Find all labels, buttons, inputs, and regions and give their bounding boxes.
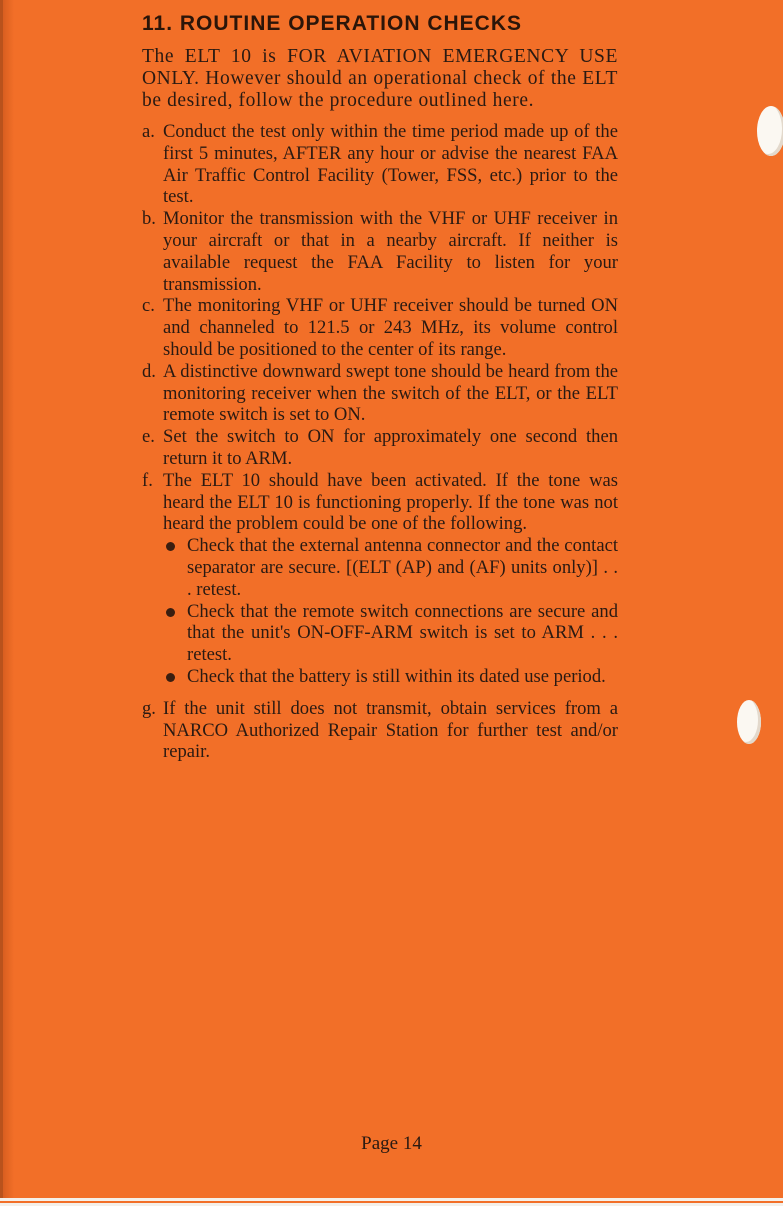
bullet-text: Check that the battery is still within its dated use period. bbox=[187, 665, 606, 687]
step-letter: a. bbox=[142, 121, 155, 142]
list-item bbox=[163, 535, 618, 600]
step-e bbox=[142, 426, 618, 470]
list-item bbox=[163, 601, 618, 666]
punch-hole-bottom bbox=[737, 700, 761, 744]
step-letter: c. bbox=[142, 295, 155, 317]
bullet-text: Check that the external antenna connector and the contact separator are secure. [(ELT (AP) and (AF) units only)] . . . retest. bbox=[187, 535, 618, 600]
bullet-icon bbox=[166, 608, 175, 617]
page-number: Page 14 bbox=[361, 1133, 422, 1154]
step-text: If the unit still does not transmit, obtain services from a NARCO Authorized Repair Station for further test and/or repair. bbox=[163, 697, 618, 763]
bullet-icon bbox=[166, 673, 175, 682]
step-letter: d. bbox=[142, 360, 156, 382]
bullet-icon bbox=[166, 542, 175, 551]
step-c bbox=[142, 295, 618, 360]
intro-paragraph: The ELT 10 is FOR AVIATION EMERGENCY USE ONLY. However should an operational check of the ELT be desired, follow the procedure outlined here. bbox=[142, 46, 618, 111]
step-text: Set the switch to ON for approximately one second then return it to ARM. bbox=[163, 426, 618, 469]
bullet-text: Check that the remote switch connections are secure and that the unit's ON-OFF-ARM switch is set to ARM . . . retest. bbox=[187, 600, 618, 666]
step-letter: f. bbox=[142, 469, 153, 491]
step-text: A distinctive downward swept tone should be heard from the monitoring receiver when the switch of the ELT, or the ELT remote switch is set to ON. bbox=[163, 360, 618, 426]
step-text: The monitoring VHF or UHF receiver should be turned ON and channeled to 121.5 or 243 MHz, its volume control should be positioned to the center of its range. bbox=[163, 295, 618, 360]
step-b bbox=[142, 208, 618, 295]
procedure-steps bbox=[142, 121, 618, 763]
step-a bbox=[142, 121, 618, 208]
step-f bbox=[142, 470, 618, 688]
troubleshooting-list bbox=[163, 535, 618, 688]
page-bottom-edge bbox=[0, 1198, 783, 1206]
section-title: 11. ROUTINE OPERATION CHECKS bbox=[142, 12, 522, 35]
step-d bbox=[142, 361, 618, 426]
step-text: The ELT 10 should have been activated. If the tone was heard the ELT 10 is functioning properly. If the tone was not heard the problem could be one of the following. bbox=[163, 469, 618, 535]
step-text: Monitor the transmission with the VHF or UHF receiver in your aircraft or that in a nearby aircraft. If neither is available request the FAA Facility to listen for your transmission. bbox=[163, 208, 618, 295]
list-item bbox=[163, 666, 618, 688]
step-text: Conduct the test only within the time period made up of the first 5 minutes, AFTER any hour or advise the nearest FAA Air Traffic Control Facility (Tower, FSS, etc.) prior to the test. bbox=[163, 121, 618, 208]
punch-hole-top bbox=[757, 106, 783, 156]
step-letter: b. bbox=[142, 208, 156, 230]
step-letter: g. bbox=[142, 697, 156, 719]
step-letter: e. bbox=[142, 426, 155, 448]
page-binding-edge bbox=[0, 0, 3, 1206]
step-g bbox=[142, 698, 618, 763]
